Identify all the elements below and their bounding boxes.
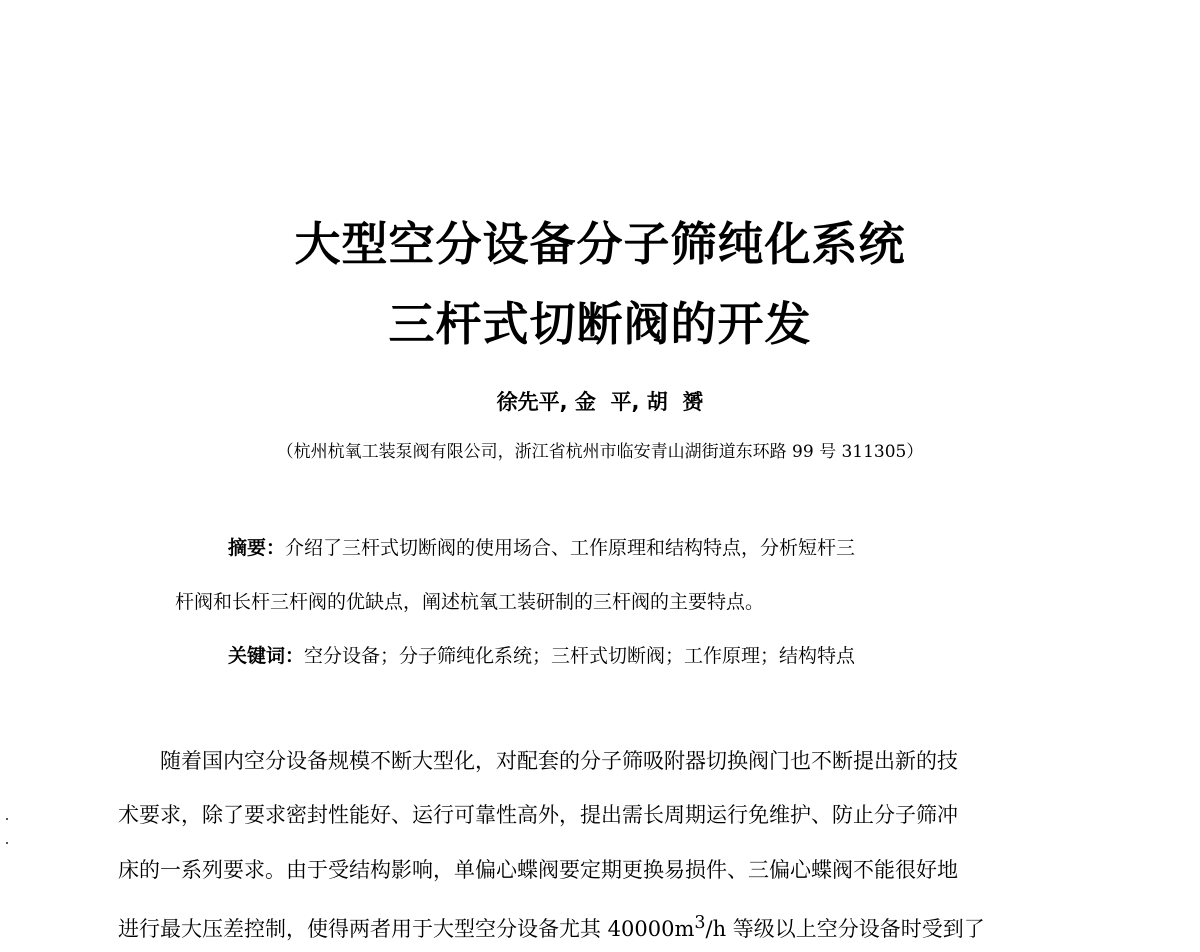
keywords-text: 空分设备；分子筛纯化系统；三杆式切断阀；工作原理；结构特点 xyxy=(304,645,856,667)
paper-title-line-1: 大型空分设备分子筛纯化系统 xyxy=(294,217,906,271)
body-paragraph-line-3: 床的一系列要求。由于受结构影响，单偏心蝶阀要定期更换易损件、三偏心蝶阀不能很好地 xyxy=(118,858,958,882)
body-paragraph-line-2: 术要求，除了要求密封性能好、运行可靠性高外，提出需长周期运行免维护、防止分子筛冲 xyxy=(118,803,958,827)
author-list: 徐先平, 金 平, 胡 赟 xyxy=(496,390,704,414)
scan-speck xyxy=(6,842,8,844)
body-paragraph-line-4 xyxy=(118,908,985,944)
keywords-label: 关键词： xyxy=(228,645,305,667)
paper-title-line-2: 三杆式切断阀的开发 xyxy=(388,297,812,351)
author-affiliation: （杭州杭氧工装泵阀有限公司，浙江省杭州市临安青山湖街道东环路 99 号 311305） xyxy=(276,442,924,462)
abstract-text-1: 介绍了三杆式切断阀的使用场合、工作原理和结构特点，分析短杆三 xyxy=(285,537,856,559)
body-line-4-text-b: /h 等级以上空分设备时受到了 xyxy=(705,917,985,941)
abstract-line-2: 杆阀和长杆三杆阀的优缺点，阐述杭氧工装研制的三杆阀的主要特点。 xyxy=(175,591,765,613)
abstract-label: 摘要： xyxy=(228,537,286,559)
body-line-4-text-a: 进行最大压差控制，使得两者用于大型空分设备尤其 40000m xyxy=(118,917,695,941)
unit-superscript: 3 xyxy=(694,913,706,933)
abstract-line-1 xyxy=(228,534,855,562)
body-paragraph-line-1: 随着国内空分设备规模不断大型化，对配套的分子筛吸附器切换阀门也不断提出新的技 xyxy=(160,749,958,773)
keywords-line xyxy=(228,642,855,670)
scan-speck xyxy=(6,818,8,820)
